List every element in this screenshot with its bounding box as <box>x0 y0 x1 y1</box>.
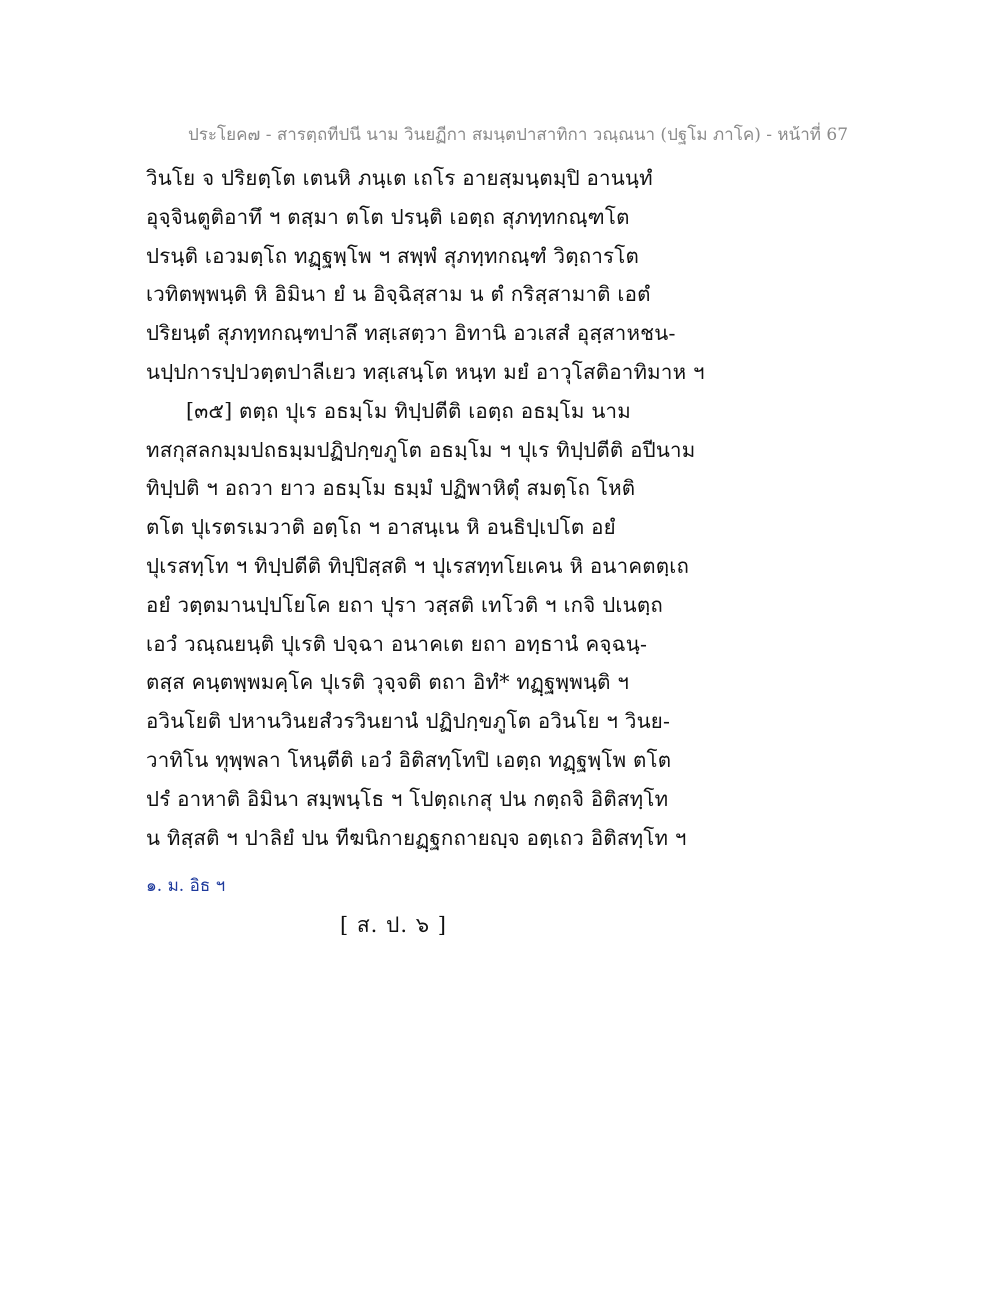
text-line: อุจฺจินตูติอาทึ ฯ ตสฺมา ตโต ปรนฺติ เอตฺถ สุภทฺทกณฺฑโต <box>146 204 630 229</box>
text-line: อยํ วตฺตมานปฺปโยโค ยถา ปุรา วสฺสติ เทโวติ ฯ เกจิ ปเนตฺถ <box>146 592 663 617</box>
text-line: ปริยนฺตํ สุภทฺทกณฺฑปาลึ ทสฺเสตฺวา อิทานิ อวเสสํ อุสฺสาหชน- <box>146 321 676 346</box>
text-line: เอวํ วณฺณยนฺติ ปุเรติ ปจฺฉา อนาคเต ยถา อทฺธานํ คจฺฉนฺ- <box>146 631 648 656</box>
signature-mark: [ ส. ป. ๖ ] <box>340 913 447 937</box>
text-line: อวินโยติ ปหานวินยสํวรวินยานํ ปฏิปกฺขภูโต อวินโย ฯ วินย- <box>146 709 671 734</box>
text-line: ตโต ปุเรตรเมวาติ อตฺโถ ฯ อาสนฺเน หิ อนธิปฺเปโต อยํ <box>146 515 616 540</box>
text-line: นปฺปการปฺปวตฺตปาลีเยว ทสฺเสนฺโต หนฺท มยํ อาวุโสติอาทิมาห ฯ <box>146 359 705 384</box>
text-line: ปรํ อาหาติ อิมินา สมฺพนฺโธ ฯ โปตฺถเกสุ ปน กตฺถจิ อิติสทฺโท <box>146 786 669 811</box>
text-line: ตสฺส คนฺตพฺพมคฺโค ปุเรติ วุจฺจติ ตถา อิทํ* ทฏฺฐพฺพนฺติ ฯ <box>146 670 630 695</box>
text-line: ปุเรสทฺโท ฯ ทิปฺปตีติ ทิปฺปิสฺสติ ฯ ปุเรสทฺทโยเคน หิ อนาคตตฺเถ <box>146 553 690 578</box>
text-line: ทิปฺปติ ฯ อถวา ยาว อธมฺโม ธมฺมํ ปฏิพาหิตุํ สมตฺโถ โหติ <box>146 476 636 501</box>
page-header: ประโยค๗ - สารตฺถทีปนี นาม วินยฏีกา สมนฺตปาสาทิกา วณฺณนา (ปฐโม ภาโค) - หน้าที่ 67 <box>188 125 849 145</box>
text-line: เวทิตพฺพนฺติ หิ อิมินา ยํ น อิจฺฉิสฺสาม น ตํ กริสฺสามาติ เอตํ <box>146 282 651 307</box>
text-line: ทสกุสลกมฺมปถธมฺมปฏิปกฺขภูโต อธมฺโม ฯ ปุเร ทิปฺปตีติ อปีนาม <box>146 437 696 462</box>
footnote: ๑. ม. อิธ ฯ <box>146 876 226 896</box>
text-line: ปรนฺติ เอวมตฺโถ ทฏฺฐพฺโพ ฯ สพฺพํ สุภทฺทกณฺฑํ วิตฺถารโต <box>146 243 639 268</box>
body-text <box>146 159 705 857</box>
paragraph-start-line: [๓๕] ตตฺถ ปุเร อธมฺโม ทิปฺปตีติ เอตฺถ อธมฺโม นาม <box>186 398 631 423</box>
text-line: วาทิโน ทุพฺพลา โหนฺตีติ เอวํ อิติสทฺโทปิ เอตฺถ ทฏฺฐพฺโพ ตโต <box>146 747 672 772</box>
text-line: น ทิสฺสติ ฯ ปาลิยํ ปน ทีฆนิกายฏฺฐกถายญฺจ อตฺเถว อิติสทฺโท ฯ <box>146 825 687 850</box>
text-line: วินโย จ ปริยตฺโต เตนหิ ภนฺเต เถโร อายสฺมนฺตมฺปิ อานนฺทํ <box>146 166 653 190</box>
